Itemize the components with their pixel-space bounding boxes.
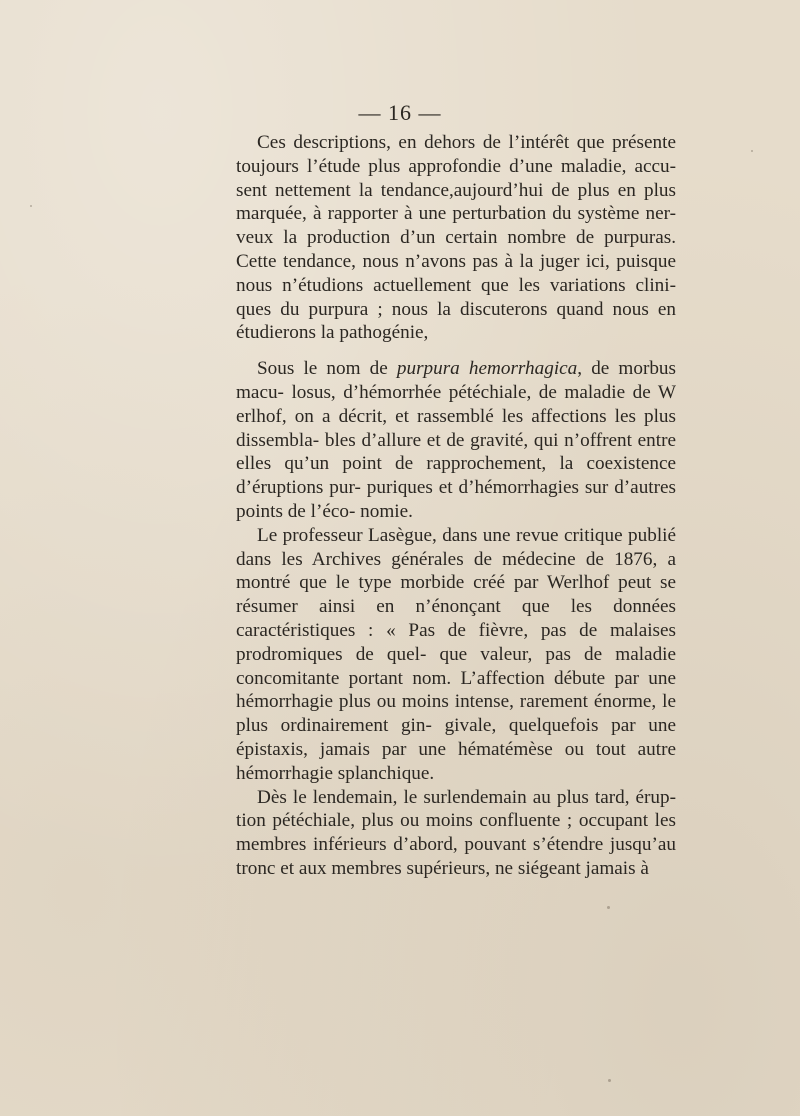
text-line: a décrit, et rassemblé les affections les plus dissembla-	[236, 405, 676, 451]
text-line: Dès le lendemain, le surlendemain au plus tard, érup-	[257, 786, 676, 808]
text-line: que le type morbide créé par Werlhof peut se résumer	[236, 572, 677, 618]
text-line: que valeur, pas de maladie concomitante portant nom.	[236, 643, 677, 689]
paragraph-1	[236, 131, 676, 345]
text-line: nomie.	[360, 500, 413, 522]
text-line: tion pétéchiale, plus ou moins confluente ; occupant les	[236, 810, 676, 832]
paper-speck	[751, 150, 753, 152]
text-line: Le professeur Lasègue, dans une revue critique publié	[257, 524, 676, 546]
text-line: tronc et aux membres supérieurs, ne siégeant jamais à	[236, 857, 649, 879]
text-line: membres inférieurs d’abord, pouvant s’étendre jusqu’au	[236, 834, 676, 856]
text-line: intense, rarement énorme, le plus ordinairement gin-	[236, 691, 676, 737]
text-line: ainsi en n’énonçant que les données caractéristiques :	[236, 596, 677, 641]
text-line: losus, d’hémorrhée pétéchiale, de maladie de W erlhof, on	[236, 381, 676, 427]
text-line: ques du purpura ; nous la discuterons quand nous en	[236, 298, 676, 320]
text-line: point de rapprochement, la coexistence d’éruptions pur-	[236, 453, 676, 499]
paragraph-4	[236, 786, 676, 881]
text-line: nous n’étudions actuellement que les variations clini-	[236, 274, 676, 296]
italic-term: purpura hemorrhagica	[396, 358, 578, 380]
text-line: , de morbus macu-	[236, 358, 676, 403]
text-line: puriques et d’hémorrhagies sur d’autres points de l’éco-	[236, 477, 676, 522]
text-line: givale, quelquefois par une épistaxis, jamais par une	[236, 715, 677, 760]
paragraph-2	[236, 357, 676, 524]
text-line: étudierons la pathogénie,	[236, 322, 429, 344]
text-line: dans les Archives générales de médecine de 1876, a montré	[236, 548, 676, 594]
text-line: sent nettement la tendance,aujourd’hui de plus en plus	[236, 179, 676, 201]
text-line: « Pas de fièvre, pas de malaises prodromiques de quel-	[236, 619, 677, 665]
text-line: hématémèse ou tout autre hémorrhagie splanchique.	[236, 738, 676, 784]
paragraph-3	[236, 524, 676, 786]
text-line: L’affection débute par une hémorrhagie plus ou moins	[236, 667, 676, 713]
paper-speck	[30, 205, 32, 207]
body-text	[236, 131, 676, 881]
page-number: — 16 —	[358, 100, 442, 125]
text-line: Cette tendance, nous n’avons pas à la juger ici, puisque	[236, 250, 676, 272]
text-line: marquée, à rapporter à une perturbation du système ner-	[236, 203, 676, 225]
paper-speck	[607, 906, 610, 909]
text-line: Sous le nom de	[257, 358, 397, 380]
text-line: veux la production d’un certain nombre de purpuras.	[236, 227, 676, 249]
text-line: toujours l’étude plus approfondie d’une maladie, accu-	[236, 155, 676, 177]
text-line: Ces descriptions, en dehors de l’intérêt que présente	[257, 132, 676, 153]
paper-speck	[608, 1079, 611, 1082]
text-line: bles d’allure et de gravité, qui n’offrent entre elles qu’un	[236, 429, 676, 475]
